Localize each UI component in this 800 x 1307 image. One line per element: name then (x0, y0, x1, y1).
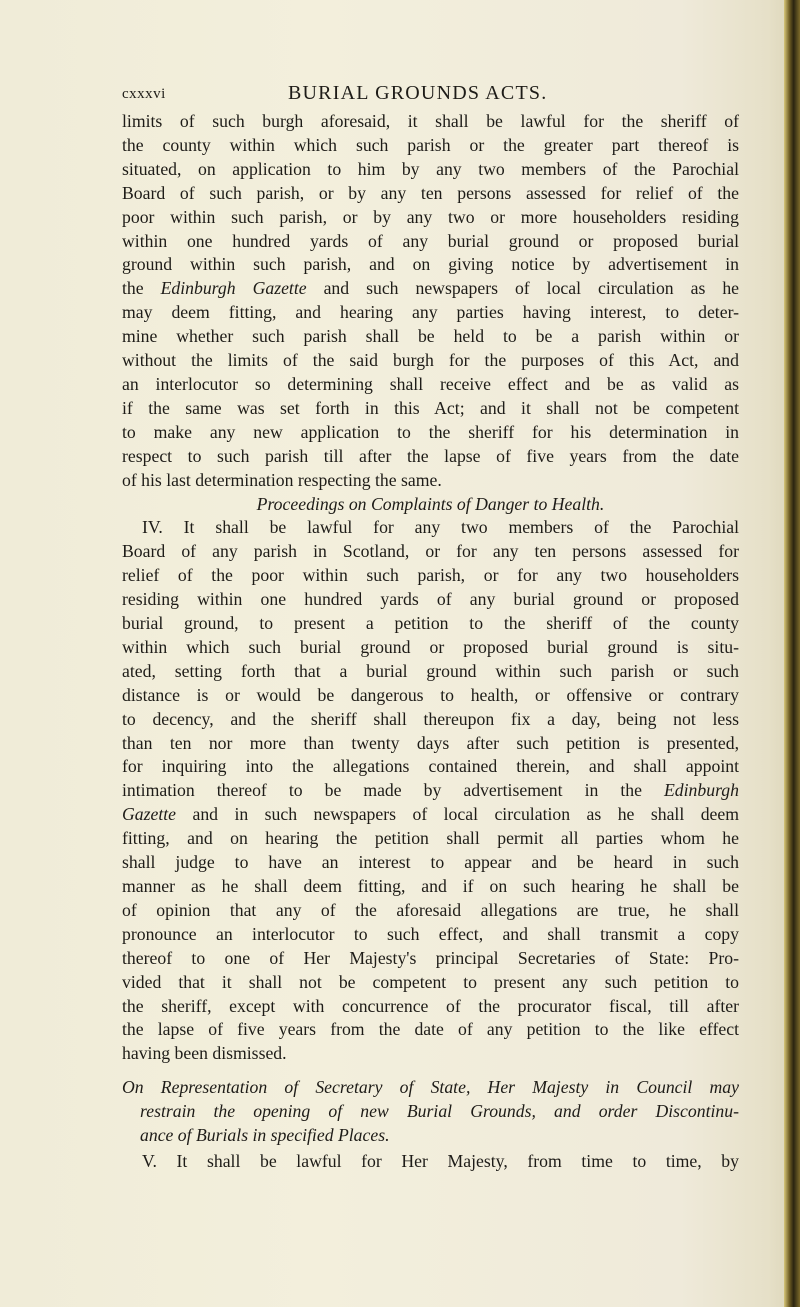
text-line: IV. It shall be lawful for any two members of the Parochial (142, 517, 739, 538)
text-line: to make any new application to the sheriff for his determination in (122, 421, 739, 442)
text-line: for inquiring into the allegations contained therein, and shall appoint (122, 756, 739, 777)
text-line: the lapse of five years from the date of any petition to the like effect (122, 1019, 739, 1040)
text-line: if the same was set forth in this Act; and it shall not be competent (122, 397, 739, 418)
text-line: having been dismissed. (122, 1043, 287, 1064)
text-fragment: the (122, 278, 161, 299)
text-line: Board of such parish, or by any ten persons assessed for relief of the (122, 182, 739, 203)
text-line: mine whether such parish shall be held to be a parish within or (122, 326, 739, 347)
text-line: an interlocutor so determining shall receive effect and be as valid as (122, 373, 739, 394)
gazette-title: Edinburgh (663, 780, 739, 801)
text-line: fitting, and on hearing the petition shall permit all parties whom he (122, 828, 739, 849)
text-line: thereof to one of Her Majesty's principal Secretaries of State: Pro- (122, 947, 739, 968)
text-line: ground within such parish, and on giving notice by advertisement in (122, 254, 739, 275)
text-line: poor within such parish, or by any two or more householders residing (122, 206, 739, 227)
gazette-title: Edinburgh Gazette (160, 278, 307, 299)
text-line: Board of any parish in Scotland, or for any ten persons assessed for (122, 541, 739, 562)
text-line (122, 277, 739, 301)
text-line (122, 779, 739, 803)
page-number: cxxxvi (122, 86, 166, 102)
text-fragment: intimation thereof to be made by advertisement in the (122, 780, 664, 801)
text-line: without the limits of the said burgh for the purposes of this Act, and (122, 350, 739, 371)
page-header (122, 82, 742, 112)
text-line (122, 803, 739, 827)
text-line: than ten nor more than twenty days after such petition is presented, (122, 732, 739, 753)
text-line: limits of such burgh aforesaid, it shall be lawful for the sheriff of (122, 111, 739, 131)
section-heading: restrain the opening of new Burial Grounds, and order Discontinu- (140, 1101, 739, 1122)
text-line: pronounce an interlocutor to such effect, and shall transmit a copy (122, 923, 739, 944)
text-line: relief of the poor within such parish, or for any two householders (122, 565, 739, 586)
page-body (122, 110, 739, 1174)
text-line: burial ground, to present a petition to the sheriff of the county (122, 613, 739, 634)
text-line: may deem fitting, and hearing any parties having interest, to deter- (122, 302, 739, 323)
text-fragment: and in such newspapers of local circulation as he shall deem (176, 804, 739, 825)
running-title: BURIAL GROUNDS ACTS. (288, 82, 548, 104)
text-fragment: and such newspapers of local circulation as he (306, 278, 740, 299)
text-line: residing within one hundred yards of any burial ground or proposed (122, 589, 739, 610)
section-heading: ance of Burials in specified Places. (140, 1125, 390, 1146)
text-line: the sheriff, except with concurrence of the procurator fiscal, till after (122, 995, 739, 1016)
book-spine-edge (784, 0, 800, 1307)
text-line: shall judge to have an interest to appear and be heard in such (122, 852, 739, 873)
text-line: vided that it shall not be competent to present any such petition to (122, 971, 739, 992)
text-line: ated, setting forth that a burial ground within such parish or such (122, 660, 739, 681)
text-line: within which such burial ground or proposed burial ground is situ- (122, 636, 739, 657)
text-line: the county within which such parish or the greater part thereof is (122, 134, 739, 155)
text-line: manner as he shall deem fitting, and if on such hearing he shall be (122, 876, 739, 896)
section-heading: On Representation of Secretary of State, Her Majesty in Council may (122, 1077, 739, 1098)
text-line: to decency, and the sheriff shall thereupon fix a day, being not less (122, 708, 739, 729)
text-line: within one hundred yards of any burial ground or proposed burial (122, 230, 739, 251)
text-line: respect to such parish till after the lapse of five years from the date (122, 445, 739, 466)
text-line: of opinion that any of the aforesaid allegations are true, he shall (122, 899, 739, 920)
gazette-title: Gazette (122, 804, 177, 825)
text-line: of his last determination respecting the same. (122, 469, 442, 490)
section-heading: Proceedings on Complaints of Danger to Health. (256, 493, 605, 514)
text-line: distance is or would be dangerous to health, or offensive or contrary (122, 684, 739, 705)
text-line: V. It shall be lawful for Her Majesty, from time to time, by (142, 1150, 739, 1171)
text-line: situated, on application to him by any two members of the Parochial (122, 158, 739, 179)
